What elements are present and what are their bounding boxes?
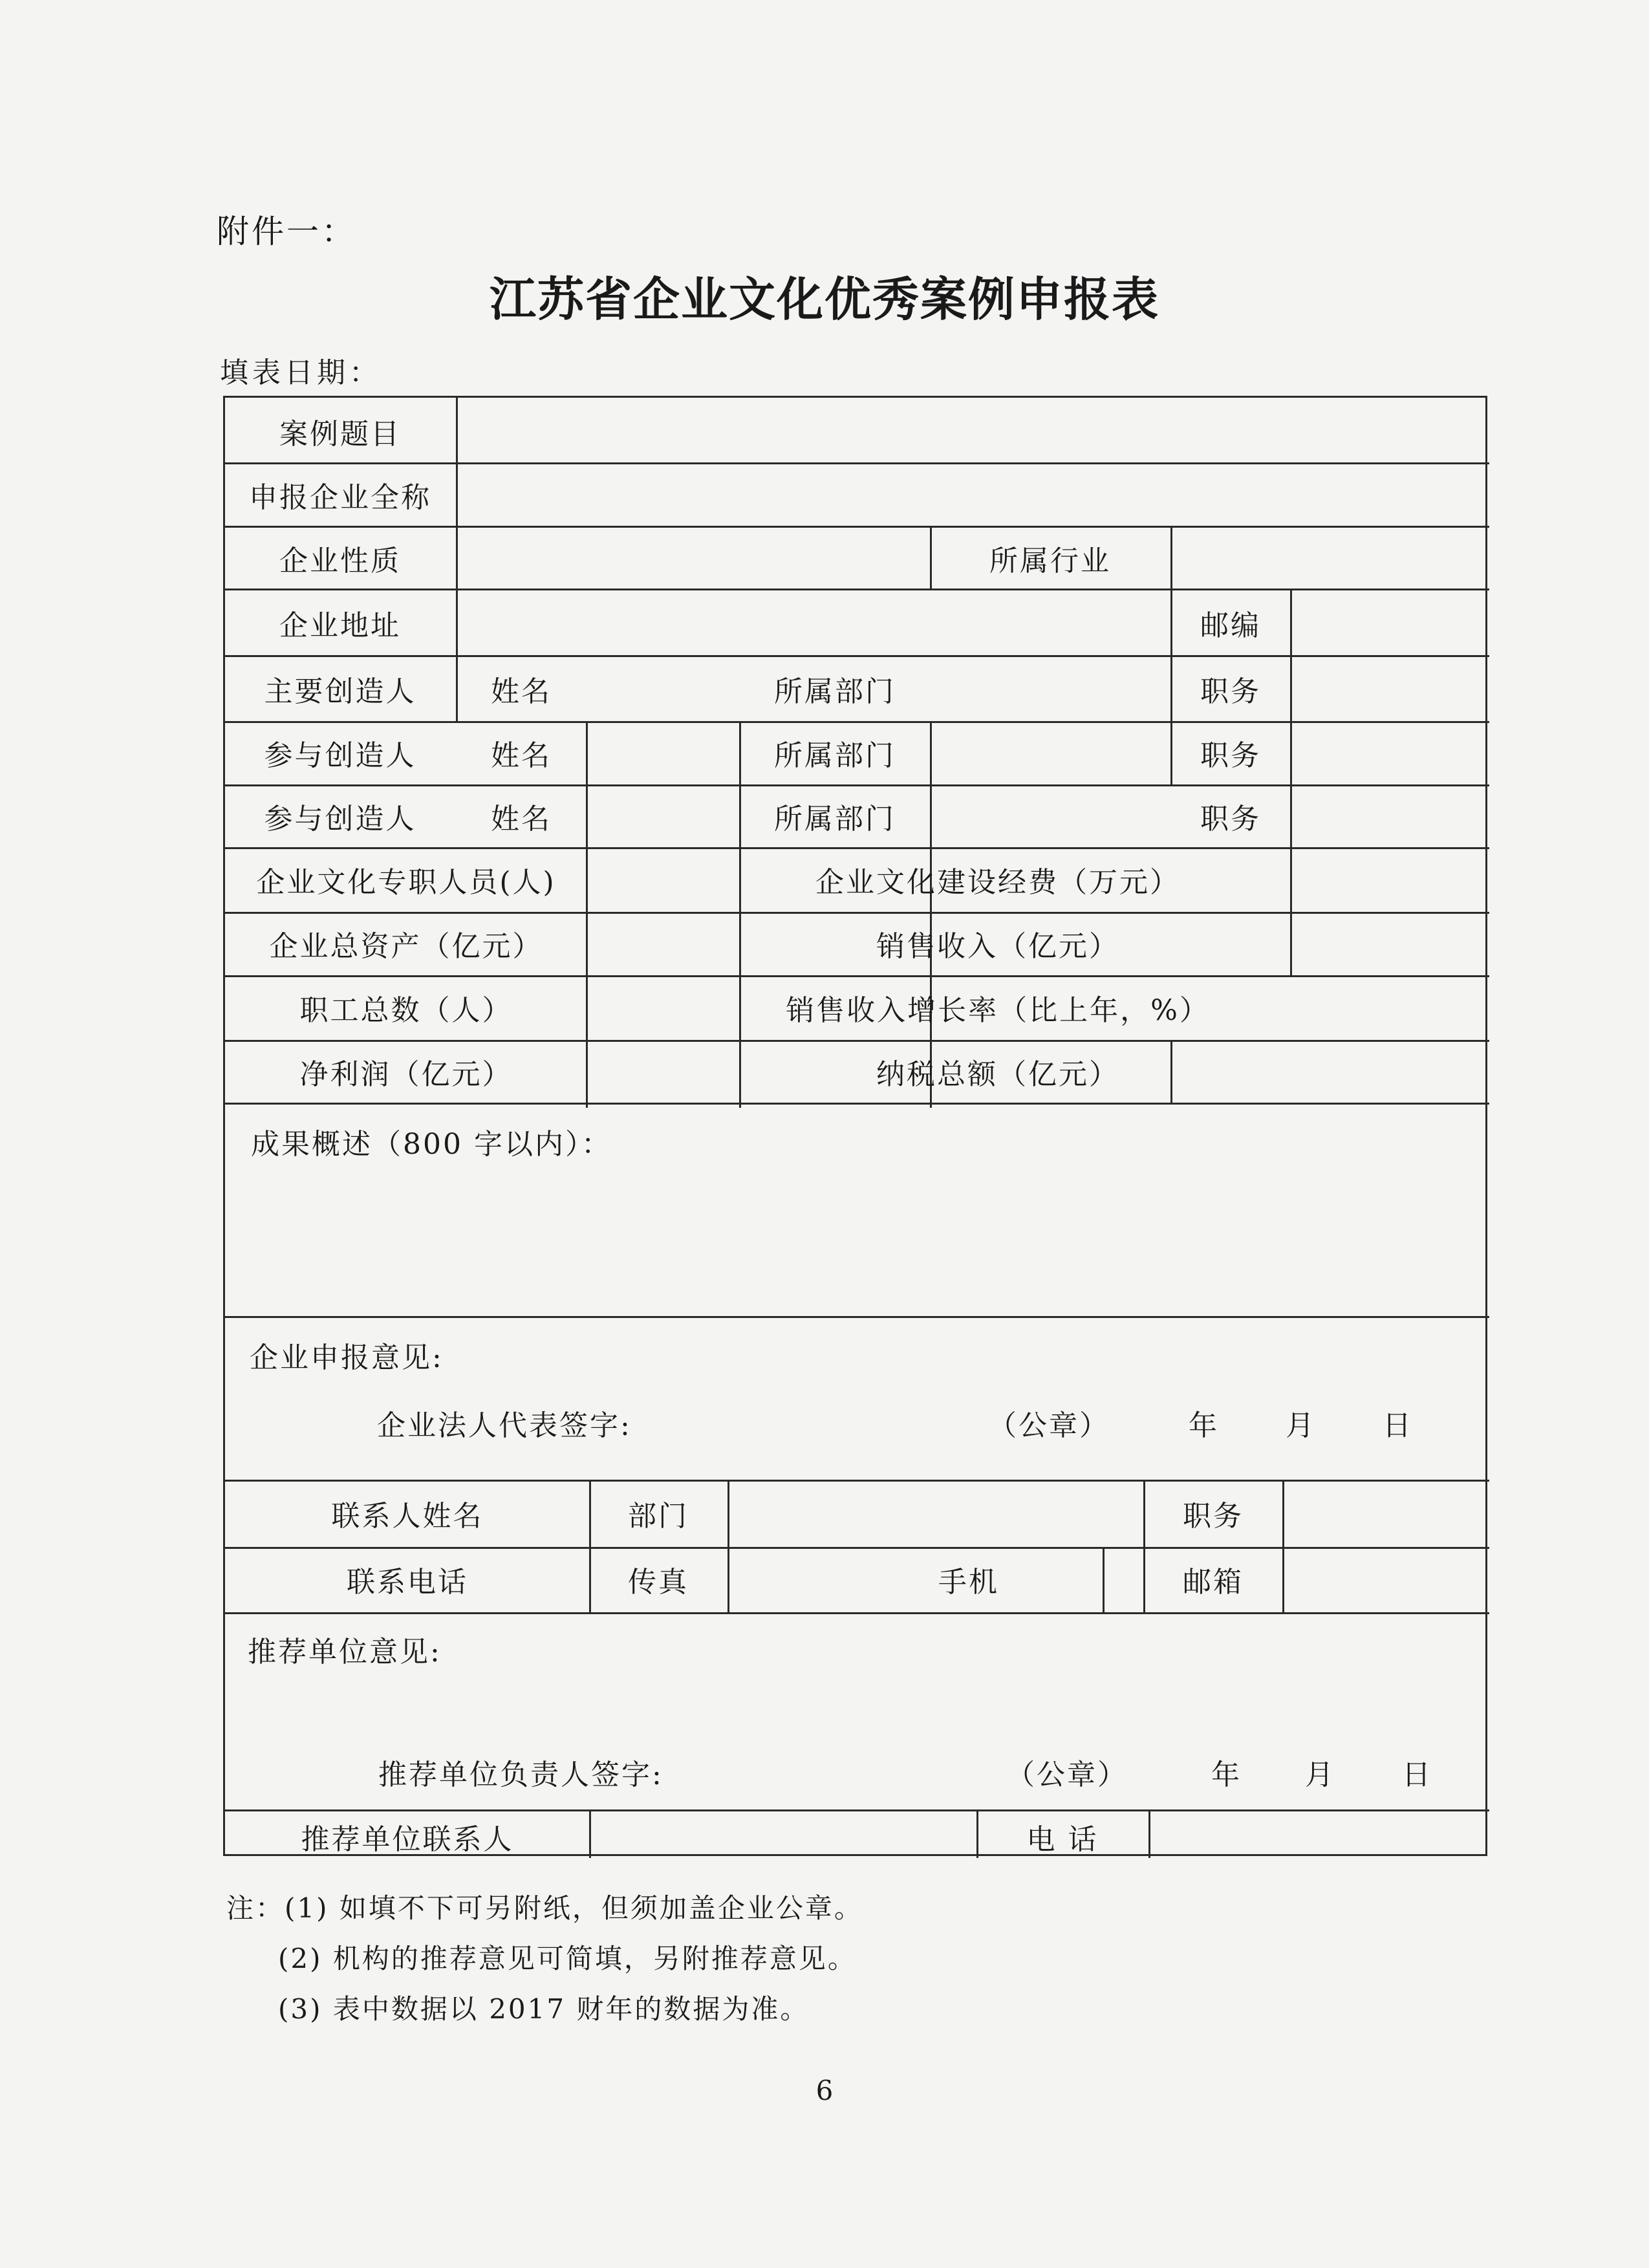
recommender-sign-label: 推荐单位负责人签字: xyxy=(378,1758,663,1791)
name-label: 姓名 xyxy=(491,675,552,708)
total-assets-label: 企业总资产（亿元） xyxy=(269,930,543,963)
dept-label: 部门 xyxy=(628,1500,689,1533)
company-opinion-label: 企业申报意见: xyxy=(250,1341,444,1374)
main-creator-label: 主要创造人 xyxy=(264,675,416,708)
sales-growth-label: 销售收入增长率（比上年，%） xyxy=(786,994,1210,1027)
department-label: 所属部门 xyxy=(774,739,896,772)
day-label: 日 xyxy=(1383,1409,1413,1442)
contact-phone-label: 联系电话 xyxy=(347,1566,468,1599)
contact-name-label: 联系人姓名 xyxy=(331,1500,484,1533)
position-label: 职务 xyxy=(1200,739,1261,772)
mobile-label: 手机 xyxy=(938,1566,999,1599)
month-label: 月 xyxy=(1305,1758,1335,1791)
fax-label: 传真 xyxy=(628,1566,689,1599)
year-label: 年 xyxy=(1211,1758,1242,1791)
recommender-opinion-label: 推荐单位意见: xyxy=(248,1636,442,1669)
email-label: 邮箱 xyxy=(1183,1566,1244,1599)
fill-date-label: 填表日期： xyxy=(220,356,382,389)
culture-staff-label: 企业文化专职人员(人) xyxy=(256,866,556,899)
position-label: 职务 xyxy=(1183,1500,1244,1533)
day-label: 日 xyxy=(1402,1758,1432,1791)
page-number: 6 xyxy=(815,2075,834,2106)
note-2: (2) 机构的推荐意见可简填，另附推荐意见。 xyxy=(278,1943,857,1974)
co-creator-label: 参与创造人 xyxy=(264,739,416,772)
position-label: 职务 xyxy=(1200,675,1261,708)
month-label: 月 xyxy=(1286,1409,1316,1442)
year-label: 年 xyxy=(1189,1409,1219,1442)
seal-label: （公章） xyxy=(1006,1758,1128,1791)
sales-revenue-label: 销售收入（亿元） xyxy=(876,930,1119,963)
legal-rep-sign-label: 企业法人代表签字: xyxy=(377,1409,632,1442)
co-creator-label: 参与创造人 xyxy=(264,803,416,836)
department-label: 所属部门 xyxy=(774,675,896,708)
application-form-table xyxy=(223,396,1487,1856)
note-3: (3) 表中数据以 2017 财年的数据为准。 xyxy=(278,1993,810,2025)
case-title-label: 案例题目 xyxy=(279,418,401,451)
position-label: 职务 xyxy=(1200,803,1261,836)
notes xyxy=(226,1883,863,2035)
page-title: 江苏省企业文化优秀案例申报表 xyxy=(489,272,1159,327)
department-label: 所属部门 xyxy=(774,803,896,836)
industry-label: 所属行业 xyxy=(989,545,1111,578)
seal-label: （公章） xyxy=(988,1409,1110,1442)
recommender-contact-label: 推荐单位联系人 xyxy=(301,1823,514,1856)
phone-label: 电 话 xyxy=(1026,1823,1099,1856)
employees-label: 职工总数（人） xyxy=(299,994,513,1027)
note-1: 注：(1) 如填不下可另附纸，但须加盖企业公章。 xyxy=(226,1892,863,1924)
name-label: 姓名 xyxy=(491,803,552,836)
name-label: 姓名 xyxy=(491,739,552,772)
culture-budget-label: 企业文化建设经费（万元） xyxy=(815,866,1180,899)
total-tax-label: 纳税总额（亿元） xyxy=(876,1058,1119,1091)
postcode-label: 邮编 xyxy=(1200,609,1261,642)
company-nature-label: 企业性质 xyxy=(279,545,401,578)
net-profit-label: 净利润（亿元） xyxy=(299,1058,513,1091)
summary-label: 成果概述（800 字以内）： xyxy=(251,1128,612,1161)
attachment-label: 附件一： xyxy=(217,213,356,250)
company-address-label: 企业地址 xyxy=(279,609,401,642)
company-name-label: 申报企业全称 xyxy=(249,481,431,514)
